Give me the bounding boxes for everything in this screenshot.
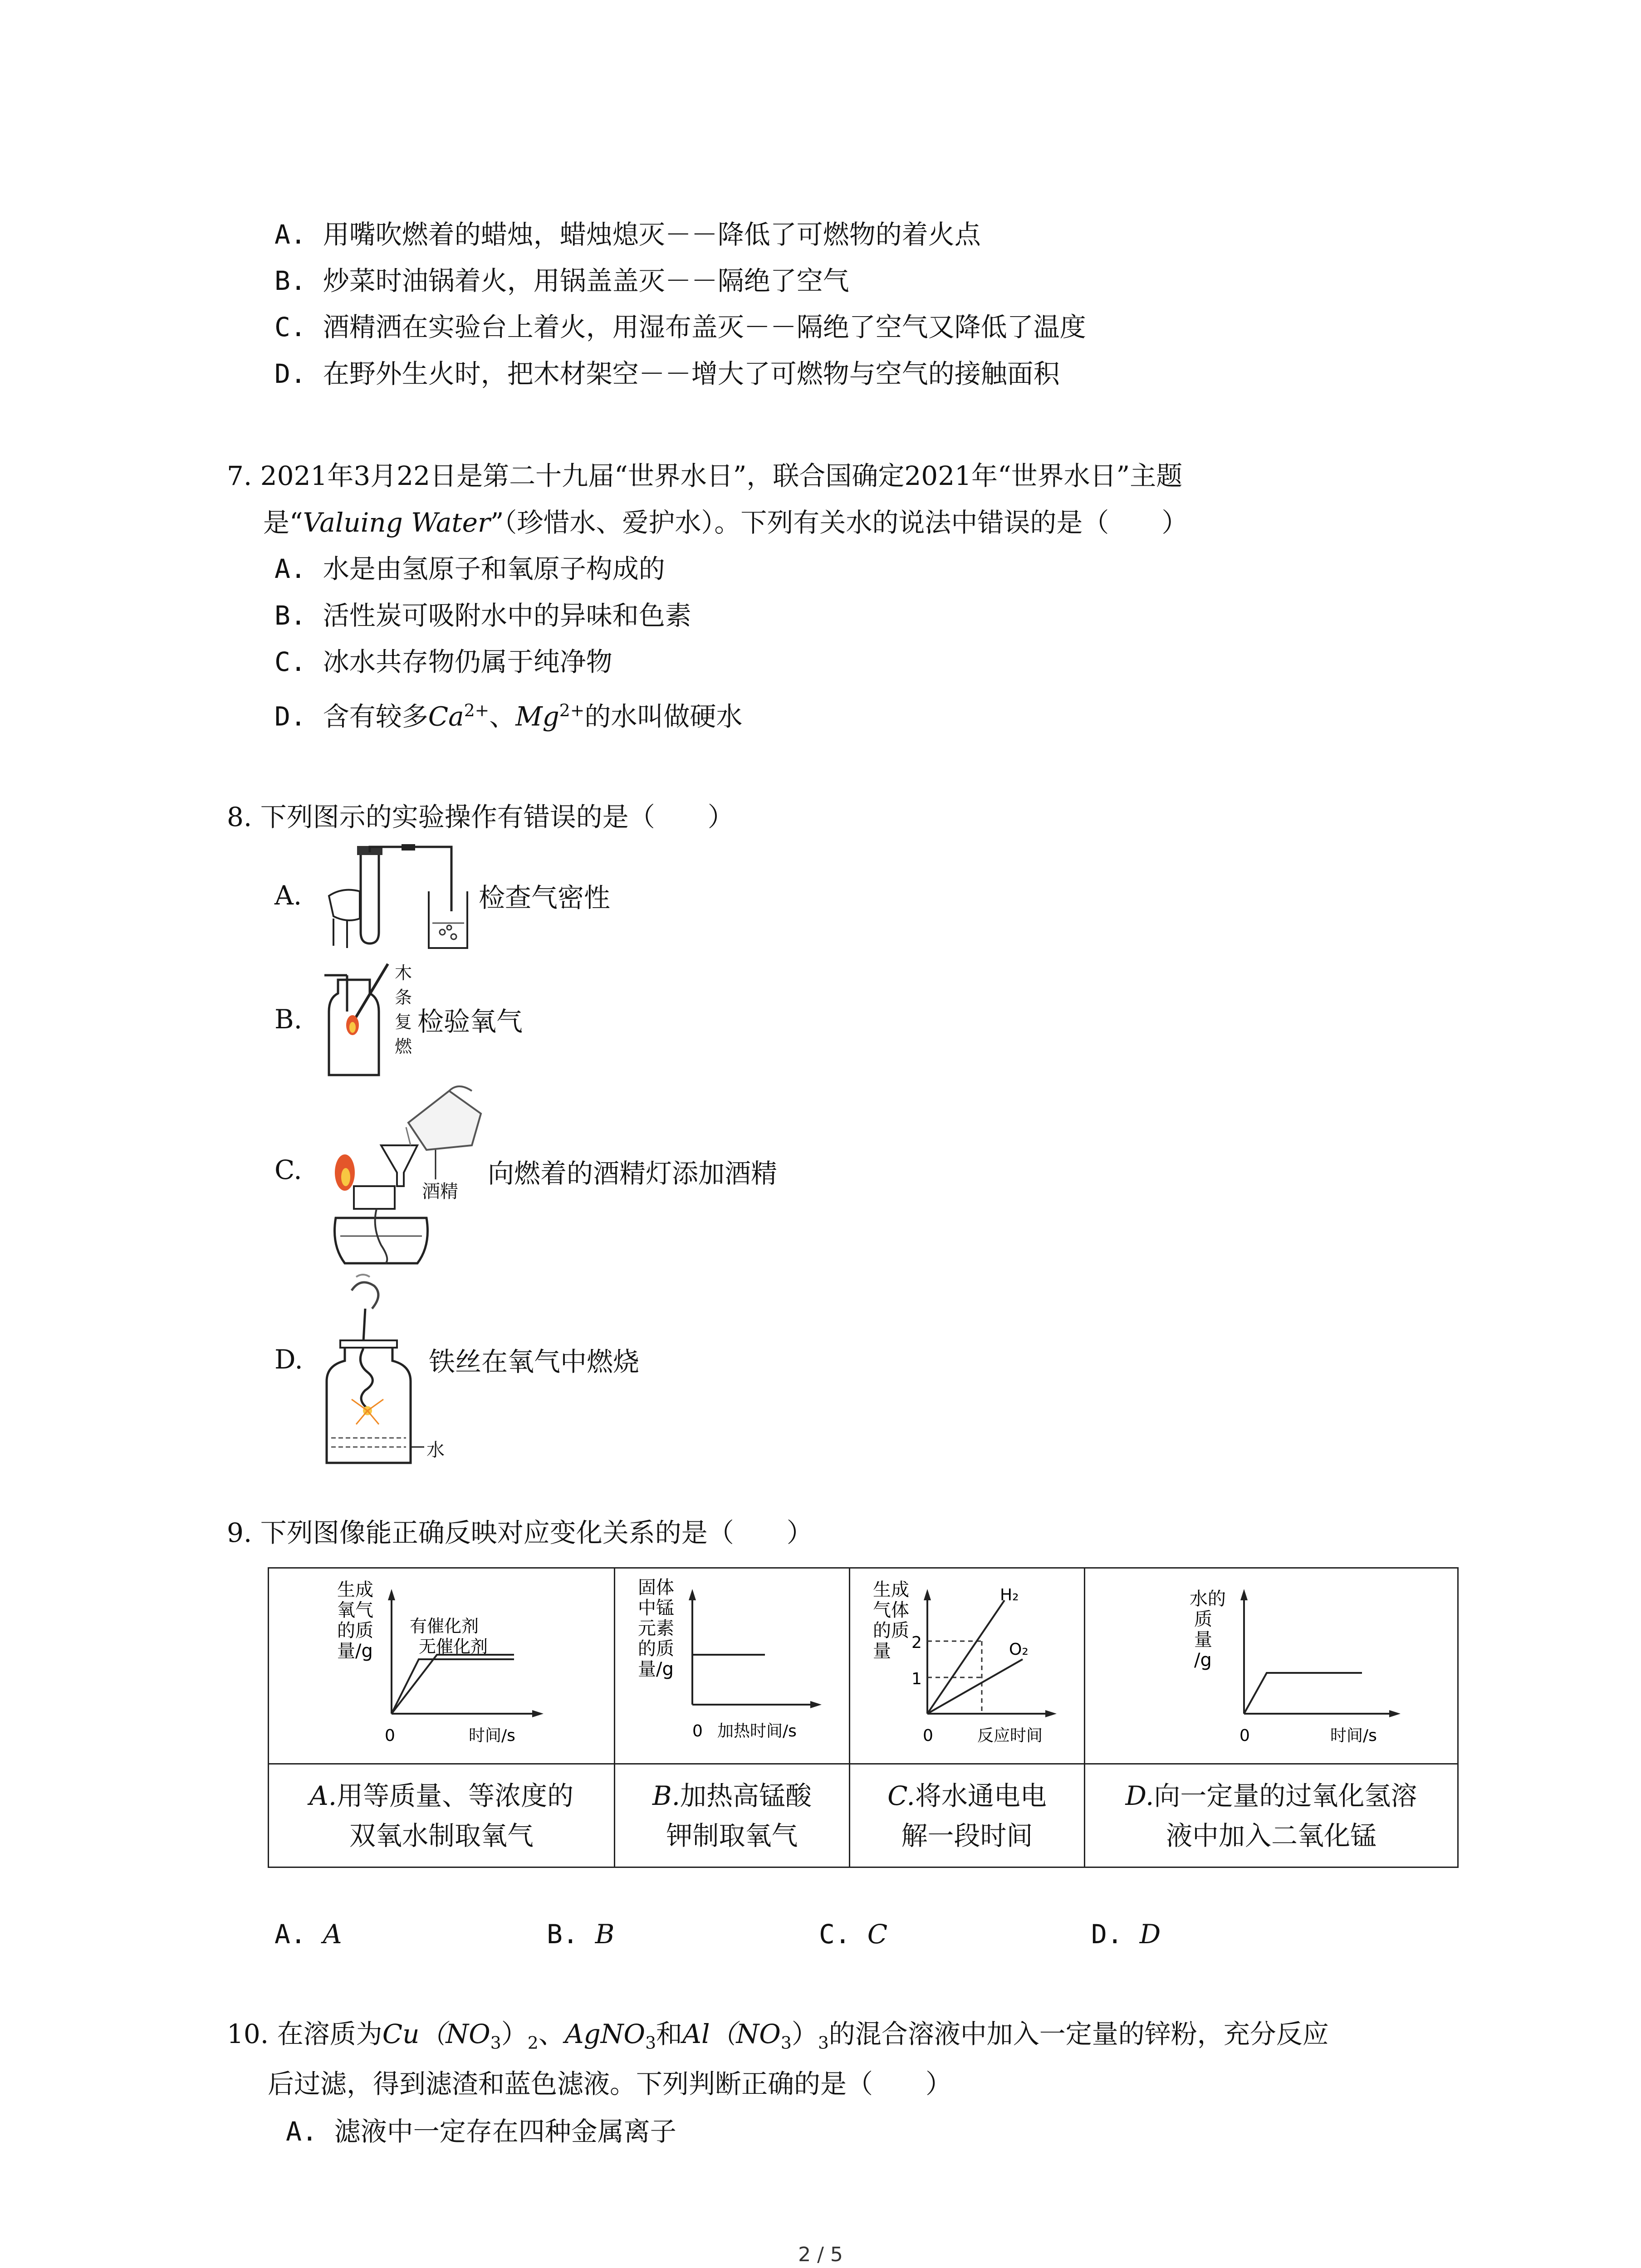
graph-c-ylabel: 气体 — [873, 1600, 909, 1621]
q7-option-c — [274, 646, 612, 677]
calcium-charge: 2+ — [464, 700, 490, 720]
graph-d-series — [1244, 1673, 1362, 1714]
subscript: 2 — [527, 2033, 539, 2053]
q9-choice-a — [274, 1919, 342, 1950]
caption-line2: 解一段时间 — [901, 1820, 1033, 1851]
q10-stem-line2: 后过滤，得到滤渣和蓝色滤液。下列判断正确的是（ ） — [268, 2068, 952, 2099]
q6-option-b — [274, 265, 849, 296]
q9-choice-d — [1091, 1919, 1161, 1950]
graph-b-cell — [615, 1568, 850, 1764]
q7-stem-line2 — [263, 509, 1188, 536]
option-text: 冰水共存物仍属于纯净物 — [323, 646, 612, 677]
q7-option-a — [274, 553, 665, 584]
option-text: 滤液中一定存在四种金属离子 — [334, 2116, 676, 2147]
caption-letter: D. — [1125, 1780, 1154, 1811]
graph-b — [615, 1569, 849, 1761]
graph-b-ylabel: 的质 — [638, 1638, 674, 1659]
choice-letter: A. — [274, 1919, 306, 1950]
option-letter: A. — [274, 219, 306, 250]
figure-text: 木 — [395, 963, 412, 983]
option-letter: A. — [286, 2116, 318, 2147]
graph-d-xlabel: 时间/s — [1330, 1726, 1377, 1745]
q6-option-c — [274, 314, 1086, 340]
graph-c-ylabel: 量 — [873, 1641, 891, 1662]
option-letter: C. — [274, 646, 306, 677]
subscript: 3 — [818, 2033, 829, 2053]
q8-option-d-letter: D. — [274, 1344, 303, 1375]
caption-line1: 加热高锰酸 — [680, 1780, 812, 1811]
graph-a-series-catalyst — [392, 1659, 514, 1714]
separator: 、 — [538, 2019, 565, 2049]
q9-graph-table — [268, 1567, 1459, 1868]
q10-stem-line1 — [227, 2021, 1329, 2052]
graph-a-ylabel: 量/g — [337, 1641, 373, 1662]
option-text: 水是由氢原子和氧原子构成的 — [323, 553, 665, 584]
option-text: 酒精洒在实验台上着火，用湿布盖灭－－隔绝了空气又降低了温度 — [323, 312, 1086, 342]
water-figure-label: 水 — [426, 1440, 445, 1461]
subscript: 3 — [490, 2033, 501, 2053]
graph-d-origin: 0 — [1239, 1726, 1250, 1745]
choice-value: C — [867, 1919, 888, 1950]
graph-a-ylabel: 氧气 — [337, 1600, 373, 1621]
alcohol-lamp-refill-figure — [318, 1082, 490, 1277]
q6-option-d — [274, 358, 1060, 389]
option-text: 含有较多 — [323, 701, 428, 732]
q8-b-figure-label — [395, 961, 412, 1059]
q9-stem: 9. 下列图像能正确反映对应变化关系的是（ ） — [227, 1517, 813, 1548]
q8-option-c-letter: C. — [274, 1154, 302, 1185]
graph-a-series-label: 无催化剂 — [419, 1637, 488, 1657]
graph-a-origin: 0 — [385, 1726, 395, 1745]
figure-text: 条 — [395, 987, 412, 1007]
caption-b — [615, 1764, 850, 1867]
graph-c-series-o2 — [927, 1659, 1023, 1714]
choice-letter: C. — [819, 1919, 851, 1950]
q8-option-b-letter: B. — [274, 1004, 303, 1035]
graph-a-series-no-catalyst — [392, 1655, 514, 1714]
graph-a — [269, 1569, 614, 1761]
figure-text: 燃 — [395, 1036, 412, 1056]
q8-option-c-label: 向燃着的酒精灯添加酒精 — [488, 1158, 778, 1189]
conjunction: 和 — [656, 2019, 683, 2049]
graph-d-ylabel: /g — [1194, 1650, 1212, 1671]
q10-text: 10. 在溶质为 — [227, 2019, 382, 2049]
figure-text: 复 — [395, 1012, 412, 1032]
magnesium-charge: 2+ — [559, 700, 585, 720]
choice-value: B — [595, 1919, 615, 1950]
option-text: 炒菜时油锅着火，用锅盖盖灭－－隔绝了空气 — [323, 265, 849, 296]
choice-letter: D. — [1091, 1919, 1123, 1950]
graph-c — [850, 1569, 1084, 1761]
q7-option-d — [274, 700, 743, 732]
graph-c-series-label: O₂ — [1009, 1640, 1029, 1659]
option-letter: B. — [274, 600, 306, 631]
q9-choice-c — [819, 1919, 887, 1950]
caption-line2: 双氧水制取氧气 — [349, 1820, 534, 1851]
caption-line1: 向一定量的过氧化氢溶 — [1154, 1780, 1417, 1811]
airtightness-check-figure — [320, 841, 470, 959]
graph-d-ylabel: 水的 — [1190, 1589, 1226, 1609]
caption-line2: 钾制取氧气 — [666, 1820, 798, 1851]
q10-option-a — [286, 2118, 676, 2145]
caption-letter: C. — [887, 1780, 915, 1811]
graph-d-cell — [1085, 1568, 1458, 1764]
q7-stem-prefix: 是“ — [263, 507, 303, 538]
alcohol-figure-label: 酒精 — [422, 1181, 458, 1202]
graph-a-ylabel: 生成 — [337, 1579, 373, 1600]
calcium-symbol: Ca — [428, 701, 464, 732]
paren-close: ） — [791, 2019, 818, 2049]
option-letter: D. — [274, 358, 306, 389]
paren-close: ） — [501, 2019, 528, 2049]
caption-line1: 用等质量、等浓度的 — [337, 1780, 574, 1811]
option-letter: A. — [274, 553, 306, 584]
q8-stem: 8. 下列图示的实验操作有错误的是（ ） — [227, 802, 734, 832]
option-letter: C. — [274, 312, 306, 342]
option-text: 活性炭可吸附水中的异味和色素 — [323, 600, 691, 631]
subscript: 3 — [645, 2033, 656, 2053]
graph-b-xlabel: 加热时间/s — [717, 1722, 797, 1740]
graph-c-tick: 2 — [911, 1633, 922, 1652]
q10-text: 的混合溶液中加入一定量的锌粉，充分反应 — [828, 2019, 1329, 2049]
q6-option-a — [274, 221, 981, 248]
page-number: 2 / 5 — [798, 2243, 843, 2266]
magnesium-symbol: Mg — [515, 701, 559, 732]
graph-c-ylabel: 的质 — [873, 1620, 909, 1641]
q7-option-b — [274, 602, 691, 629]
q7-stem-line1: 7. 2021年3月22日是第二十九届“世界水日”，联合国确定2021年“世界水日”主题 — [227, 460, 1183, 491]
graph-c-origin: 0 — [923, 1726, 933, 1745]
nitrate-group: （NO — [419, 2019, 490, 2049]
graph-a-series-label: 有催化剂 — [410, 1616, 479, 1636]
graph-b-ylabel: 元素 — [638, 1618, 674, 1639]
option-text: 在野外生火时，把木材架空－－增大了可燃物与空气的接触面积 — [323, 358, 1060, 389]
caption-d — [1085, 1764, 1458, 1867]
copper-symbol: Cu — [382, 2019, 420, 2049]
choice-letter: B. — [547, 1919, 578, 1950]
nitrate-group: （NO — [710, 2019, 781, 2049]
graph-d-ylabel: 量 — [1194, 1629, 1212, 1650]
graph-a-ylabel: 的质 — [337, 1620, 373, 1641]
option-text-end: 的水叫做硬水 — [584, 701, 743, 732]
graph-a-cell — [269, 1568, 615, 1764]
graph-b-ylabel: 中锰 — [638, 1598, 674, 1618]
option-letter: D. — [274, 701, 306, 732]
q7-stem-suffix: ”（珍惜水、爱护水）。下列有关水的说法中错误的是（ ） — [490, 507, 1188, 538]
graph-c-series-h2 — [927, 1600, 1004, 1714]
choice-value: D — [1139, 1919, 1161, 1950]
graph-b-origin: 0 — [692, 1722, 703, 1740]
option-letter: B. — [274, 265, 306, 296]
graph-c-ylabel: 生成 — [873, 1579, 909, 1600]
graph-b-ylabel: 量/g — [638, 1659, 674, 1680]
q8-option-a-label: 检查气密性 — [479, 882, 611, 913]
graph-c-series-label: H₂ — [1000, 1586, 1019, 1604]
graph-a-xlabel: 时间/s — [469, 1726, 515, 1745]
graph-b-ylabel: 固体 — [638, 1577, 674, 1598]
graph-c-xlabel: 反应时间 — [977, 1726, 1043, 1745]
graph-c-cell — [850, 1568, 1085, 1764]
q8-option-b-label: 检验氧气 — [417, 1006, 523, 1037]
caption-letter: B. — [652, 1780, 681, 1811]
silver-nitrate: AgNO — [564, 2019, 646, 2049]
q8-option-d-label: 铁丝在氧气中燃烧 — [429, 1346, 640, 1377]
aluminum-symbol: Al — [682, 2019, 710, 2049]
graph-d-ylabel: 质 — [1194, 1609, 1212, 1630]
caption-c — [850, 1764, 1085, 1867]
iron-wire-combustion-figure — [320, 1272, 429, 1467]
q7-stem-italic: Valuing Water — [303, 507, 490, 538]
separator: 、 — [489, 701, 516, 732]
q9-choice-b — [547, 1919, 614, 1950]
caption-line1: 将水通电电 — [915, 1780, 1047, 1811]
q8-option-a-letter: A. — [274, 880, 302, 911]
caption-letter: A. — [309, 1780, 337, 1811]
caption-line2: 液中加入二氧化锰 — [1166, 1820, 1376, 1851]
subscript: 3 — [780, 2033, 792, 2053]
option-text: 用嘴吹燃着的蜡烛，蜡烛熄灭－－降低了可燃物的着火点 — [323, 219, 981, 250]
caption-a — [269, 1764, 615, 1867]
graph-d — [1085, 1569, 1457, 1761]
choice-value: A — [323, 1919, 342, 1950]
graph-c-tick: 1 — [911, 1670, 922, 1688]
